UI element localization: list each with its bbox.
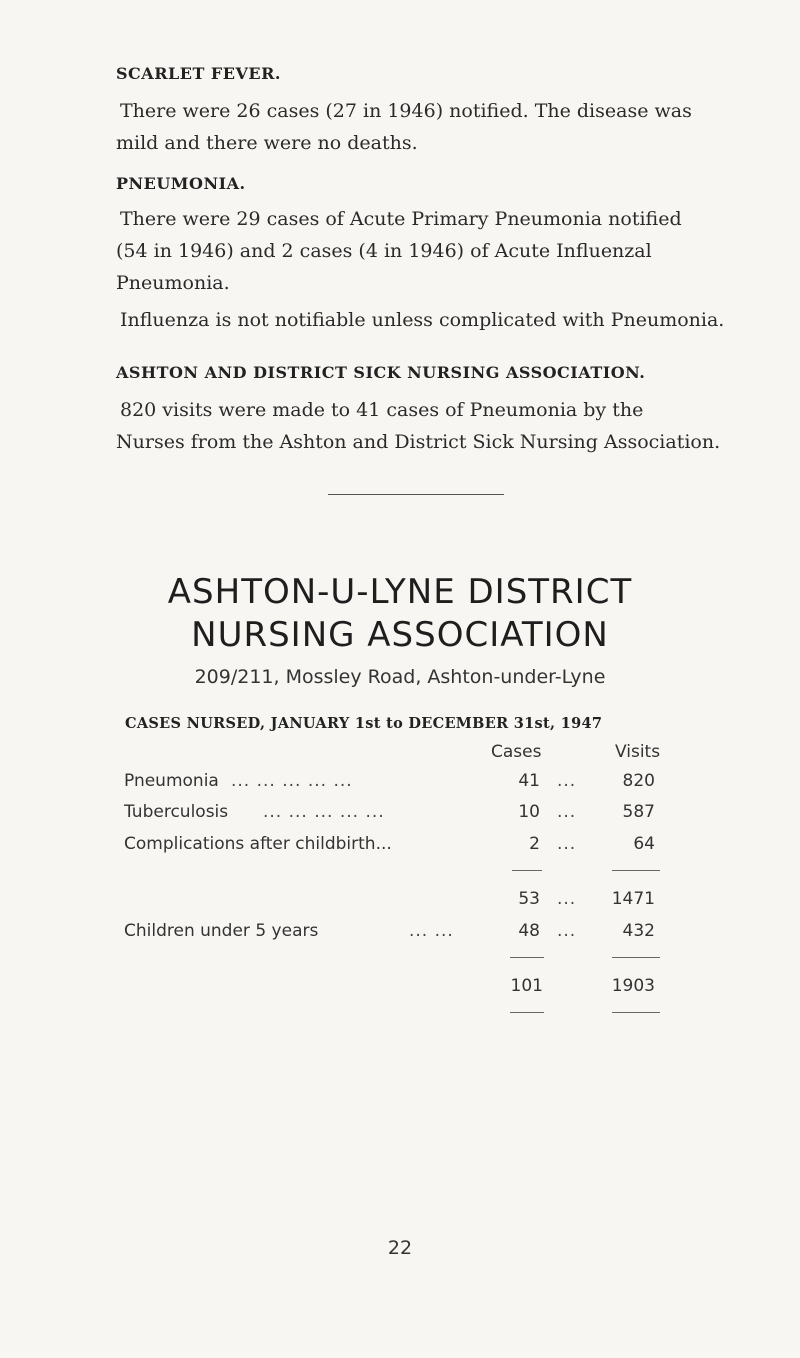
association-address: 209/211, Mossley Road, Ashton-under-Lyne (194, 666, 606, 688)
subtotal-cases: 53 (518, 889, 540, 909)
scarlet-fever-heading: SCARLET FEVER. (116, 64, 281, 83)
subtotal-rule-visits (612, 870, 660, 871)
row-sep: ... (557, 921, 577, 941)
row-sep: ... (557, 802, 577, 822)
row-label: Children under 5 years (124, 921, 319, 941)
scarlet-fever-line-2: mild and there were no deaths. (116, 132, 418, 154)
influenza-note: Influenza is not notifiable unless complicated with Pneumonia. (120, 309, 725, 331)
row-leader-dots: ... ... ... ... ... (231, 771, 353, 791)
row-leader-dots: ... ... (409, 921, 454, 941)
pneumonia-line-1: There were 29 cases of Acute Primary Pneumonia notified (120, 208, 682, 230)
row-visits: 64 (633, 834, 655, 854)
col-header-visits: Visits (615, 742, 661, 762)
row-label: Complications after childbirth... (124, 834, 392, 854)
row-sep: ... (557, 834, 577, 854)
scarlet-fever-line-1: There were 26 cases (27 in 1946) notified. The disease was (120, 100, 692, 122)
row-cases: 2 (529, 834, 540, 854)
total-cases: 101 (510, 976, 543, 996)
row-leader-dots: ... ... ... ... ... (263, 802, 385, 822)
row-sep: ... (557, 889, 577, 909)
row-visits: 432 (622, 921, 655, 941)
col-header-cases: Cases (491, 742, 542, 762)
row-cases: 41 (518, 771, 540, 791)
total-underline-visits (612, 1012, 660, 1013)
pneumonia-line-2: (54 in 1946) and 2 cases (4 in 1946) of Acute Influenzal (116, 240, 652, 262)
row-visits: 587 (622, 802, 655, 822)
subtotal-rule-cases (512, 870, 542, 871)
row-label: Pneumonia (124, 771, 219, 791)
total-rule-visits (612, 957, 660, 958)
association-title-line-1: ASHTON-U-LYNE DISTRICT (167, 572, 633, 612)
row-visits: 820 (622, 771, 655, 791)
row-cases: 10 (518, 802, 540, 822)
total-visits: 1903 (611, 976, 655, 996)
row-sep: ... (557, 771, 577, 791)
association-title-line-2: NURSING ASSOCIATION (191, 615, 609, 655)
total-underline-cases (510, 1012, 544, 1013)
row-cases: 48 (518, 921, 540, 941)
total-rule-cases (510, 957, 544, 958)
pneumonia-heading: PNEUMONIA. (116, 174, 246, 193)
nursing-line-1: 820 visits were made to 41 cases of Pneumonia by the (120, 399, 644, 421)
nursing-heading: ASHTON AND DISTRICT SICK NURSING ASSOCIATION. (116, 363, 646, 382)
row-label: Tuberculosis (124, 802, 229, 822)
subtotal-visits: 1471 (611, 889, 655, 909)
nursing-line-2: Nurses from the Ashton and District Sick Nursing Association. (116, 431, 721, 453)
cases-table-title: CASES NURSED, JANUARY 1st to DECEMBER 31st, 1947 (125, 715, 603, 732)
pneumonia-line-3: Pneumonia. (116, 272, 230, 294)
page-number: 22 (387, 1237, 413, 1259)
